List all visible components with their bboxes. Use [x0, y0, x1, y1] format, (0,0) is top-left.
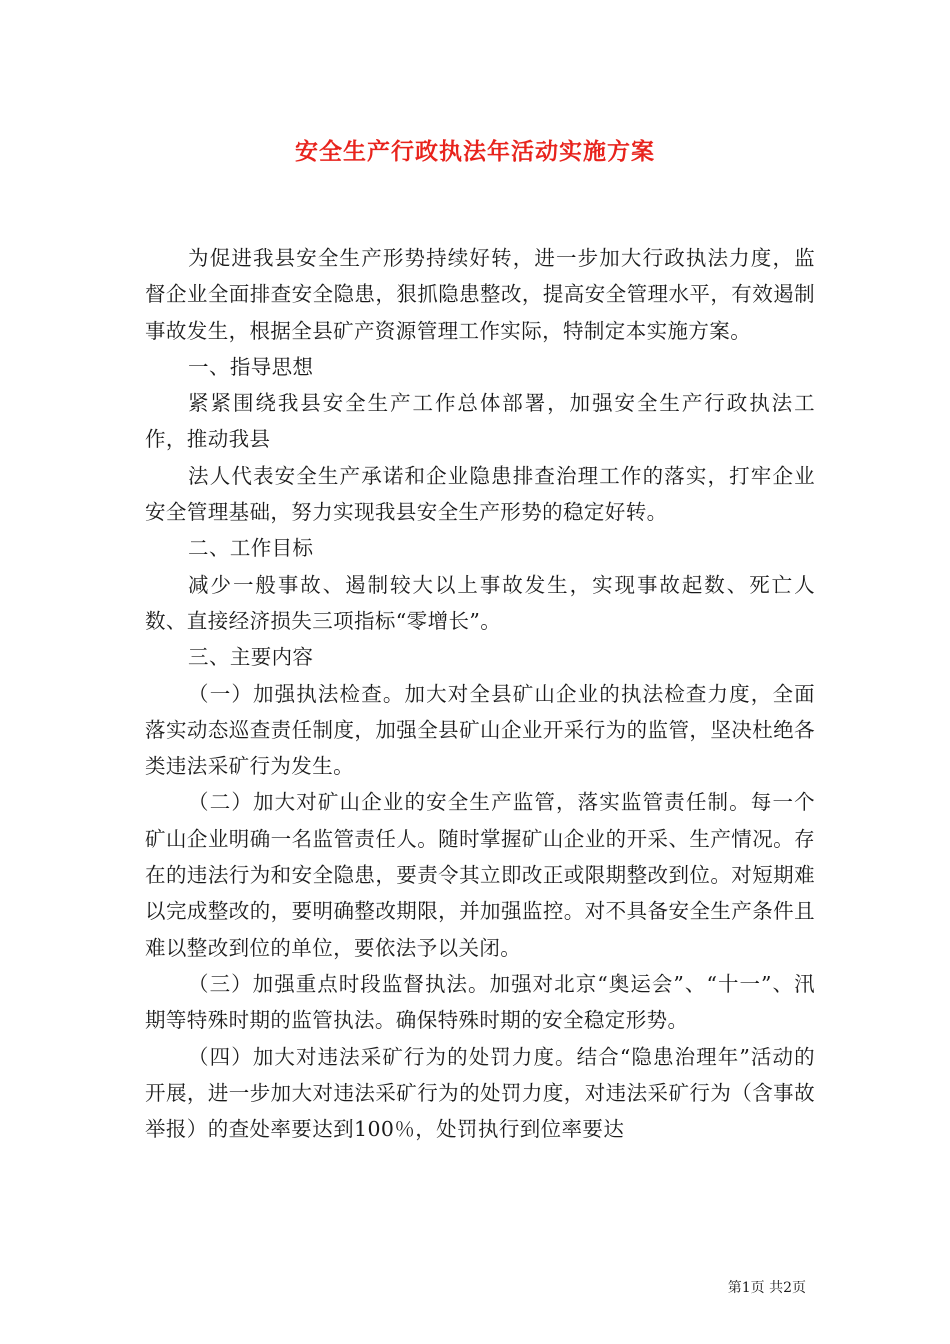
document-body [145, 240, 815, 1147]
heading-work-goals: 二、工作目标 [188, 536, 314, 561]
paragraph-intro: 为促进我县安全生产形势持续好转，进一步加大行政执法力度，监督企业全面排查安全隐患，狠抓隐患整改，提高安全管理水平，有效遏制事故发生，根据全县矿产资源管理工作实际，特制定本实施方案。 [145, 246, 815, 343]
paragraph-guiding-ideology-cont: 法人代表安全生产承诺和企业隐患排查治理工作的落实，打牢企业安全管理基础，努力实现我县安全生产形势的稳定好转。 [145, 463, 815, 525]
paragraph-item-3: （三）加强重点时段监督执法。加强对北京“奥运会”、“十一”、汛期等特殊时期的监管执法。确保特殊时期的安全稳定形势。 [145, 971, 815, 1033]
page-number: 第1页 共2页 [727, 1280, 806, 1296]
paragraph-item-2: （二）加大对矿山企业的安全生产监管，落实监管责任制。每一个矿山企业明确一名监管责任人。随时掌握矿山企业的开采、生产情况。存在的违法行为和安全隐患，要责令其立即改正或限期整改到位。对短期难以完成整改的，要明确整改期限，并加强监控。对不具备安全生产条件且难以整改到位的单位，要依法予以关闭。 [145, 790, 815, 960]
paragraph-item-1: （一）加强执法检查。加大对全县矿山企业的执法检查力度，全面落实动态巡查责任制度，加强全县矿山企业开采行为的监管，坚决杜绝各类违法采矿行为发生。 [145, 681, 815, 779]
paragraph-item-4: （四）加大对违法采矿行为的处罚力度。结合“隐患治理年”活动的开展，进一步加大对违法采矿行为的处罚力度，对违法采矿行为（含事故举报）的查处率要达到100％，处罚执行到位率要达 [145, 1044, 815, 1142]
heading-guiding-ideology: 一、指导思想 [188, 354, 314, 379]
paragraph-guiding-ideology: 紧紧围绕我县安全生产工作总体部署，加强安全生产行政执法工作，推动我县 [145, 391, 815, 452]
heading-main-content: 三、主要内容 [188, 645, 314, 670]
document-title: 安全生产行政执法年活动实施方案 [295, 138, 655, 165]
paragraph-work-goals: 减少一般事故、遏制较大以上事故发生，实现事故起数、死亡人数、直接经济损失三项指标“零增长”。 [145, 572, 815, 633]
